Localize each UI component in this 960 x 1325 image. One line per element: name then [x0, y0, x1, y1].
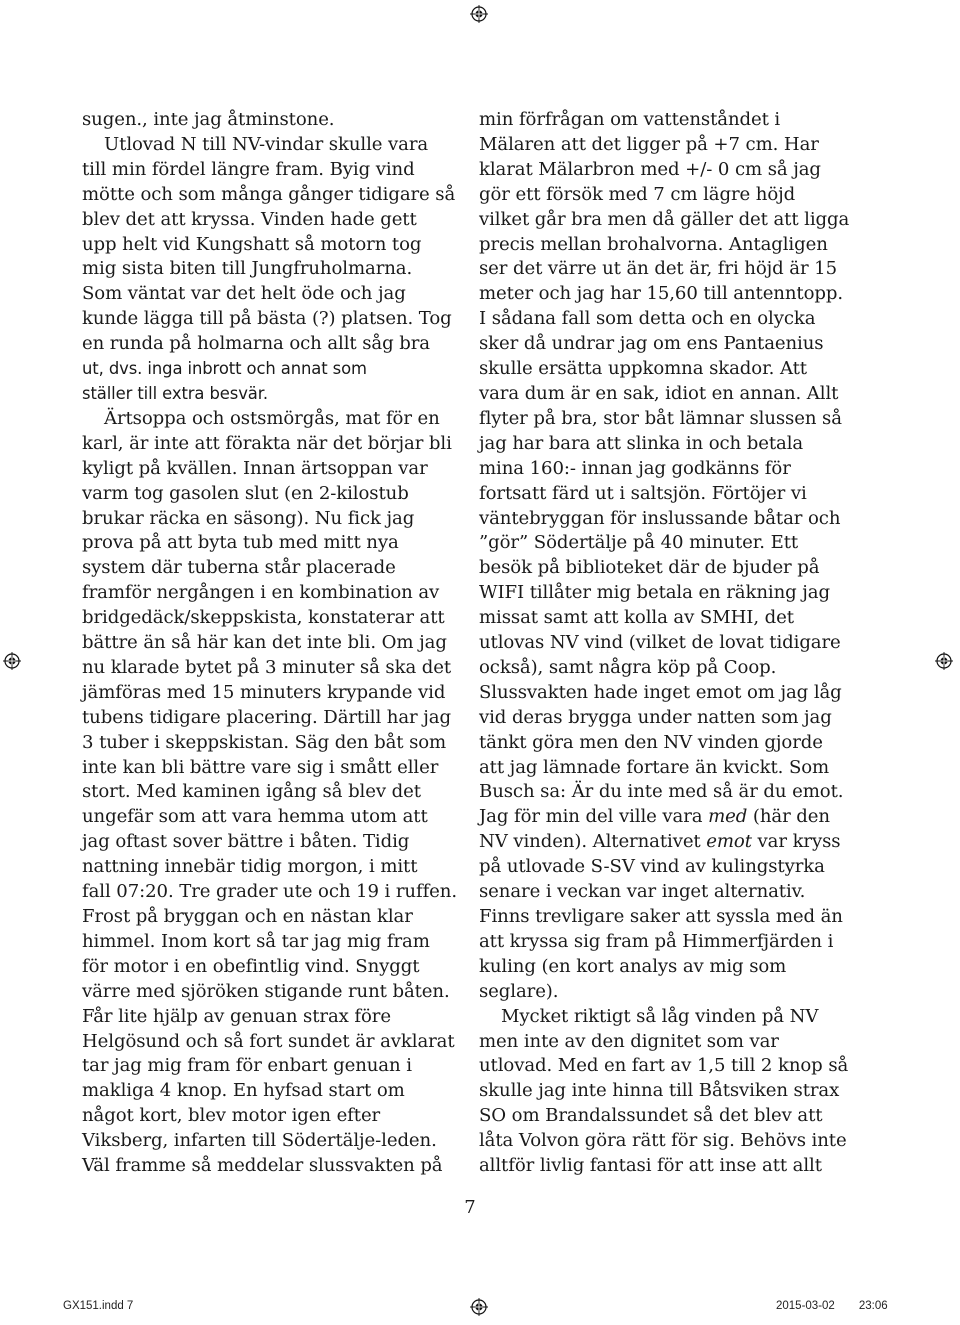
text-line: sker då undrar jag om ens Pantaenius [479, 333, 824, 355]
text-line: meter och jag har 15,60 till antenntopp. [479, 283, 843, 305]
text-line: nu klarade bytet på 3 minuter så ska det [82, 656, 452, 678]
text-line: Helgösund och så fort sundet är avklarat [82, 1030, 455, 1052]
text-line: för motor i en obefintlig vind. Snyggt [82, 955, 420, 977]
text-line: väntebryggan för inslussande båtar och [479, 507, 841, 529]
slug-time: 23:06 [858, 1300, 888, 1312]
text-line: vilket går bra men då gäller det att ligga [479, 208, 850, 230]
text-line: senare i veckan var inget alternativ. [479, 881, 806, 903]
text-line: låta Volvon göra rätt för sig. Behövs inte [479, 1130, 847, 1152]
text-line: SO om Brandalssundet så det blev att [479, 1105, 823, 1127]
text-line: klarat Mälarbron med +/- 0 cm så jag [479, 158, 821, 180]
text-line: min förfrågan om vattenståndet i [479, 109, 781, 130]
text-line: ”gör” Södertälje på 40 minuter. Ett [479, 532, 799, 554]
registration-mark-right-icon [935, 652, 953, 670]
text-line: mötte och som många gånger tidigare så [82, 183, 456, 205]
text-line: tubens tidigare placering. Därtill har jag [82, 706, 451, 728]
text-line: jag oftast sover bättre i båten. Tidig [82, 831, 410, 853]
text-line: ser det värre ut än det är, fri höjd är 15 [479, 258, 837, 280]
text-line: WIFI tillåter mig betala en räkning jag [479, 582, 830, 604]
text-line: Mycket riktigt så låg vinden på NV [501, 1005, 819, 1027]
text-line: Busch sa: Är du inte med så är du emot. [479, 781, 844, 803]
text-line: Ärtsoppa och ostsmörgås, mat för en [104, 407, 440, 429]
text-line: alltför livlig fantasi för att inse att allt [479, 1155, 822, 1177]
text-line: skulle ersätta uppkomna skador. Att [479, 358, 807, 380]
slug-timestamp [776, 1300, 888, 1314]
text-fragment: NV vinden). Alternativet [479, 831, 707, 853]
text-line: Viksberg, infarten till Södertälje-leden. [82, 1130, 437, 1152]
slug-file: GX151.indd 7 [63, 1300, 134, 1312]
text-line: men inte av den dignitet som var [479, 1030, 779, 1052]
text-line: Får lite hjälp av genuan strax före [82, 1005, 391, 1027]
page-number: 7 [464, 1197, 476, 1218]
text-line: mina 160:- innan jag godkänns för [479, 457, 791, 479]
text-line: flyter på bra, stor båt lämnar slussen så [479, 407, 842, 429]
text-line: fortsatt färd ut i saltsjön. Förtöjer vi [479, 482, 807, 504]
text-line: också), samt några köp på Coop. [479, 656, 777, 678]
text-line: att kryssa sig fram på Himmerfjärden i [479, 930, 834, 952]
text-line: kuling (en kort analys av mig som [479, 955, 787, 977]
text-line: Som väntat var det helt öde och jag [82, 283, 406, 305]
text-line: utlovas NV vind (vilket de lovat tidigare [479, 632, 841, 654]
text-line: sugen., inte jag åtminstone. [82, 109, 335, 130]
text-line: ut, dvs. inga inbrott och annat som [82, 359, 367, 379]
text-line: utlovad. Med en fart av 1,5 till 2 knop så [479, 1055, 849, 1077]
text-line: värre med sjöröken stigande runt båten. [82, 980, 450, 1002]
text-line: vara dum är en sak, idiot en annan. Allt [479, 382, 839, 404]
text-fragment: Jag för min del ville vara [479, 806, 709, 828]
text-line: Mälaren att det ligger på +7 cm. Har [479, 133, 819, 155]
text-line: nattning innebär tidig morgon, i mitt [82, 856, 418, 878]
italic-word: med [708, 806, 748, 828]
text-line: Väl framme så meddelar slussvakten på [82, 1155, 443, 1177]
text-line: I sådana fall som detta och en olycka [479, 308, 816, 330]
text-line-with-italic [479, 805, 851, 830]
text-line: 3 tuber i skeppskistan. Säg den båt som [82, 731, 447, 753]
text-line: Finns trevligare saker att syssla med än [479, 906, 843, 927]
text-line: bridgedäck/skeppskista, konstaterar att [82, 607, 445, 629]
text-line: inte kan bli bättre vare sig i smått eller [82, 756, 439, 778]
text-line: brukar räcka en säsong). Nu fick jag [82, 507, 415, 529]
text-line: framför nergången i en kombination av [82, 582, 440, 604]
text-line: precis mellan brohalvorna. Antagligen [479, 233, 828, 255]
text-line: karl, är inte att förakta när det börjar bli [82, 432, 452, 454]
text-line: Frost på bryggan och en nästan klar [82, 906, 413, 927]
text-line: något kort, blev motor igen efter [82, 1105, 381, 1127]
text-line: missat samt att kolla av SMHI, det [479, 607, 794, 629]
text-line: seglare). [479, 980, 559, 1002]
text-line: vid deras brygga under natten som jag [479, 706, 832, 728]
text-line: bättre än så här kan det inte bli. Om jag [82, 632, 447, 654]
registration-mark-left-icon [3, 652, 21, 670]
text-line: tar jag mig fram för enbart genuan i [82, 1055, 412, 1077]
text-line: makliga 4 knop. En hyfsad start om [82, 1080, 405, 1102]
registration-mark-bottom-icon [470, 1298, 488, 1316]
text-line: på utlovade S-SV vind av kulingstyrka [479, 856, 825, 878]
text-line: system där tuberna står placerade [82, 557, 396, 579]
italic-word: emot [706, 831, 752, 853]
text-line: stort. Med kaminen igång så blev det [82, 781, 421, 803]
text-line: jämföras med 15 minuters krypande vid [82, 681, 446, 703]
text-line: prova på att byta tub med mitt nya [82, 532, 399, 554]
left-column [82, 108, 457, 1179]
text-line: varm tog gasolen slut (en 2-kilostub [82, 482, 409, 504]
text-line: till min fördel längre fram. Byig vind [82, 158, 415, 180]
text-line: mig sista biten till Jungfruholmarna. [82, 258, 413, 280]
text-fragment: var kryss [751, 831, 841, 853]
text-line: tänkt göra men den NV vinden gjorde [479, 731, 823, 753]
text-line: att jag lämnade fortare än kvickt. Som [479, 756, 830, 778]
text-line: upp helt vid Kungshatt så motorn tog [82, 233, 422, 255]
text-line: blev det att kryssa. Vinden hade gett [82, 208, 417, 230]
right-column [479, 108, 851, 1179]
registration-mark-top-icon [470, 5, 488, 23]
text-line: Utlovad N till NV-vindar skulle vara [104, 133, 429, 155]
text-line: himmel. Inom kort så tar jag mig fram [82, 930, 430, 952]
text-line: besök på biblioteket där de bjuder på [479, 557, 820, 579]
text-fragment: (här den [747, 806, 830, 828]
text-line-with-italic [479, 830, 851, 855]
text-line: fall 07:20. Tre grader ute och 19 i ruffen. [82, 881, 457, 903]
text-line: jag har bara att slinka in och betala [479, 432, 804, 454]
text-line: Slussvakten hade inget emot om jag låg [479, 681, 842, 703]
text-line: en runda på holmarna och allt såg bra [82, 333, 430, 355]
text-line: kunde lägga till på bästa (?) platsen. Tog [82, 308, 452, 330]
text-line: skulle jag inte hinna till Båtsviken strax [479, 1080, 840, 1102]
slug-date: 2015-03-02 [776, 1300, 835, 1312]
text-line: ställer till extra besvär. [82, 383, 268, 403]
text-line: kyligt på kvällen. Innan ärtsoppan var [82, 457, 428, 479]
text-line: ungefär som att vara hemma utom att [82, 806, 428, 828]
text-line: gör ett försök med 7 cm lägre höjd [479, 183, 796, 205]
